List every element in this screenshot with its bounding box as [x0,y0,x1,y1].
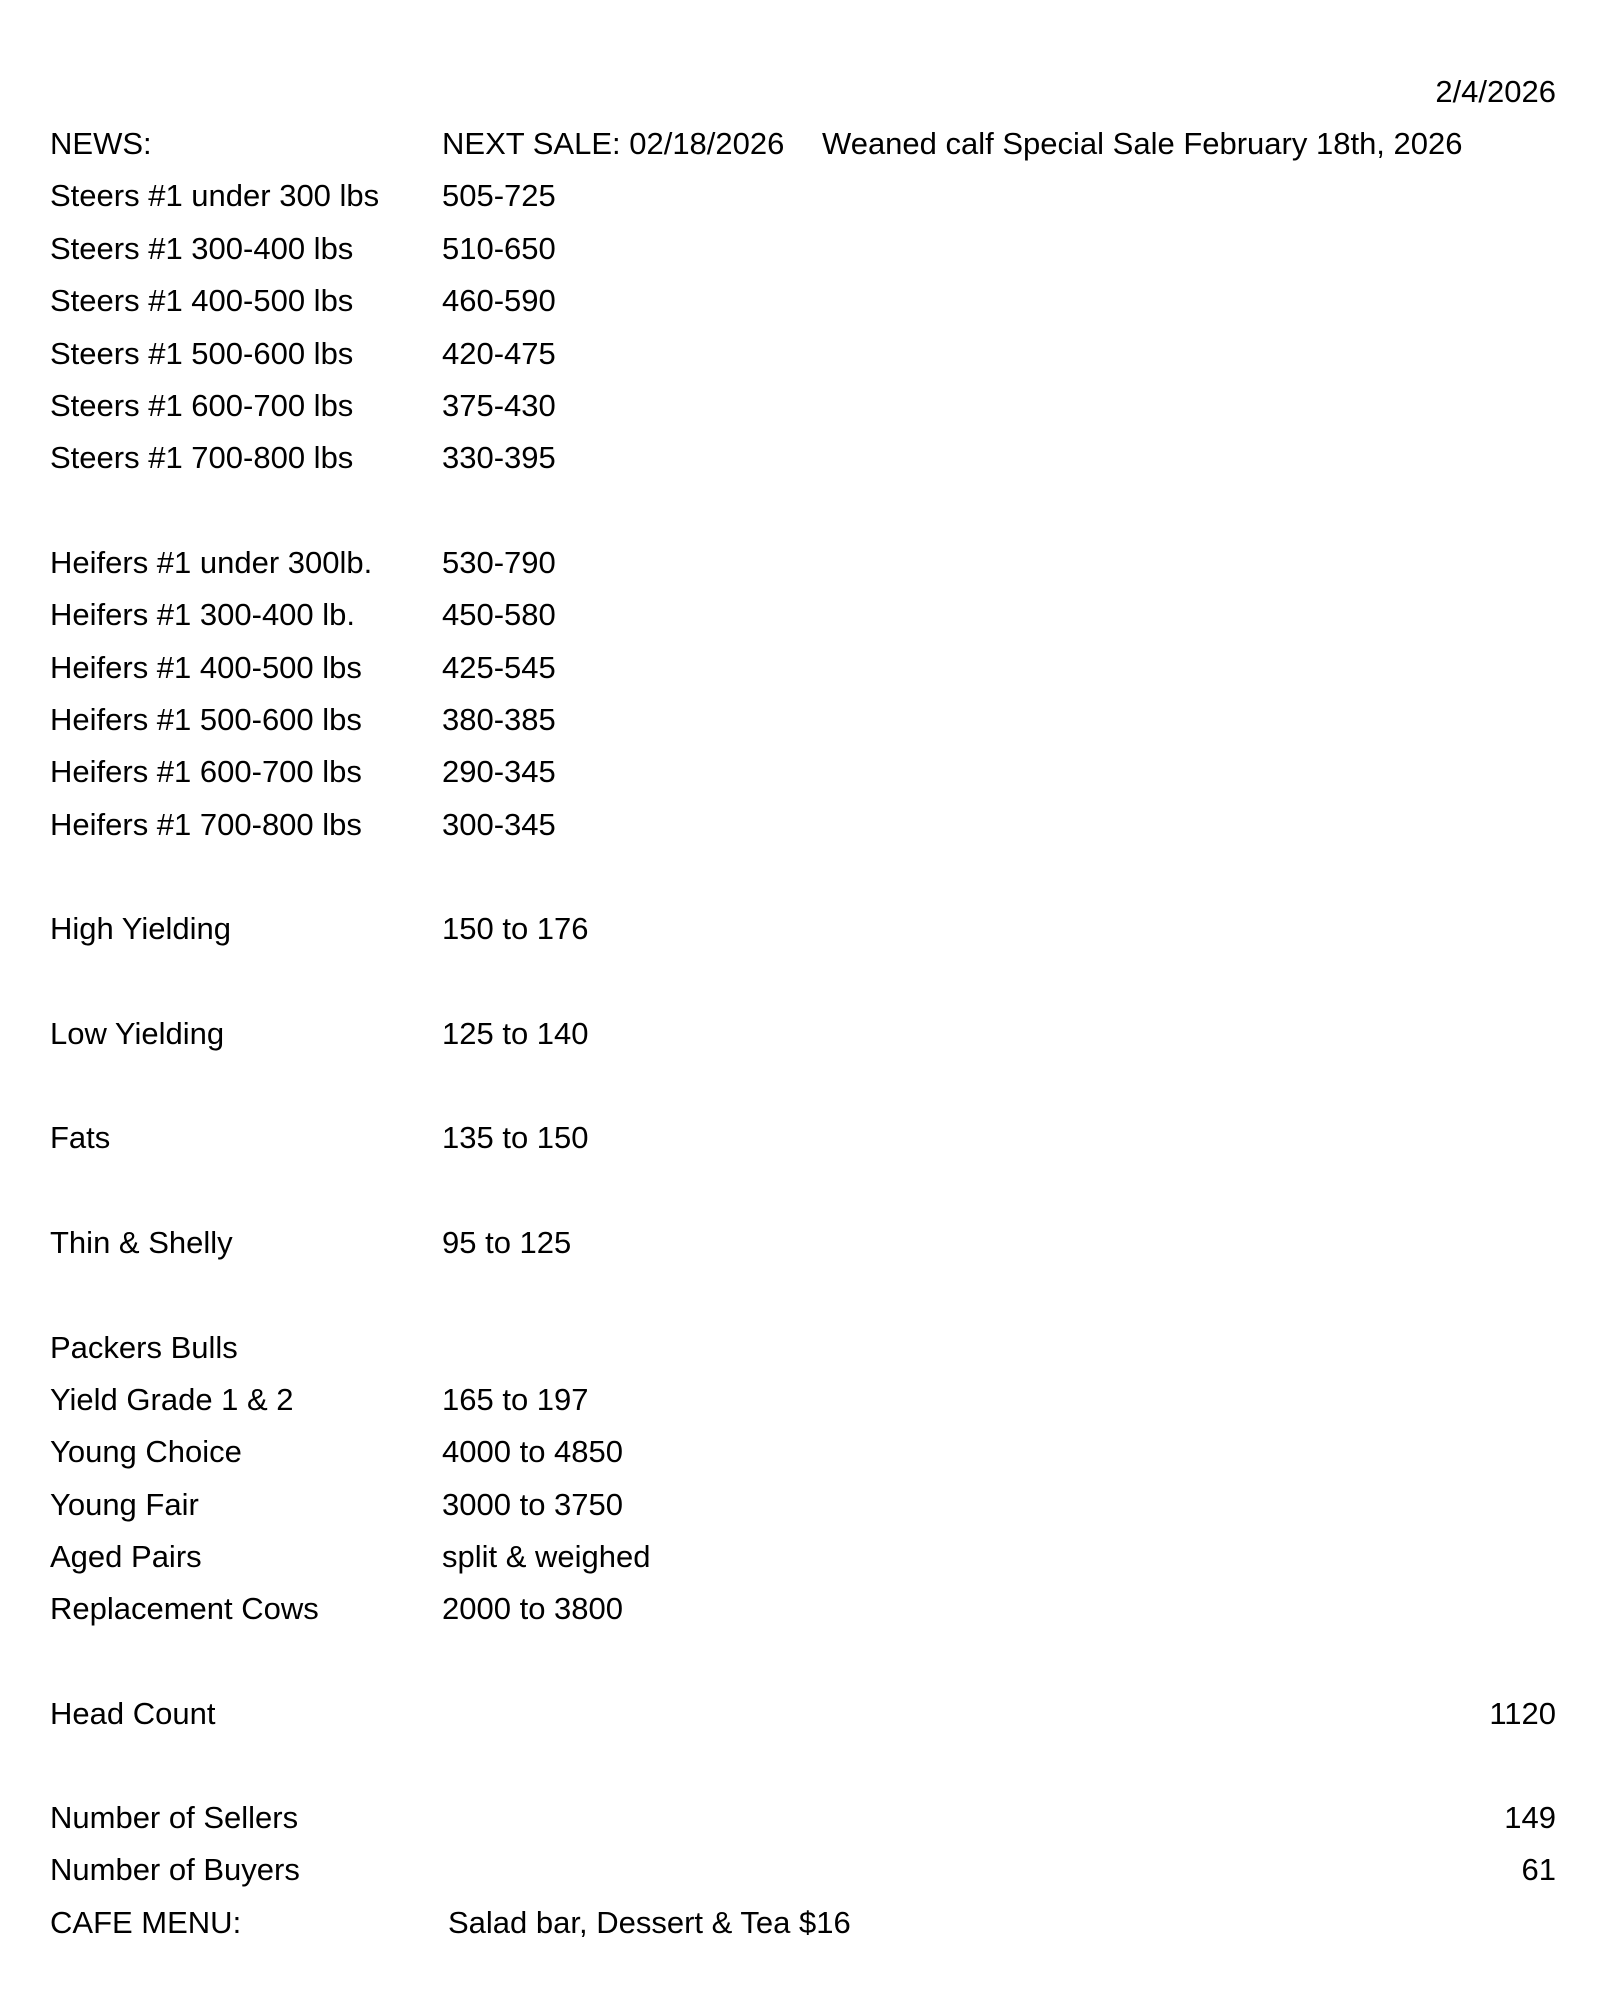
bulls-row-value: 165 to 197 [442,1382,589,1417]
heifers-row-label: Heifers #1 600-700 lbs [50,754,362,789]
report-date: 2/4/2026 [1435,74,1556,109]
steers-row-label: Steers #1 400-500 lbs [50,283,354,318]
steers-row-label: Steers #1 300-400 lbs [50,231,354,266]
heifers-row-label: Heifers #1 300-400 lb. [50,597,356,632]
cows-row-label: High Yielding [50,911,231,946]
heifers-row-label: Heifers #1 500-600 lbs [50,702,362,737]
bulls-row-label: Replacement Cows [50,1591,319,1626]
bulls-row-label: Aged Pairs [50,1539,202,1574]
sellers-value: 149 [1504,1800,1556,1835]
head-count-value: 1120 [1489,1696,1556,1731]
heifers-row-value: 290-345 [442,754,556,789]
cafe-menu-label: CAFE MENU: [50,1905,242,1940]
steers-row-value: 375-430 [442,388,556,423]
next-sale-text: NEXT SALE: 02/18/2026 [442,126,785,161]
steers-row-label: Steers #1 500-600 lbs [50,336,354,371]
heifers-row-value: 425-545 [442,650,556,685]
steers-row-value: 505-725 [442,178,556,213]
cows-row-label: Low Yielding [50,1016,225,1051]
steers-row-value: 420-475 [442,336,556,371]
heifers-row-value: 450-580 [442,597,556,632]
bulls-row-value: 4000 to 4850 [442,1434,624,1469]
bulls-row-value: split & weighed [442,1539,651,1574]
cows-row-value: 125 to 140 [442,1016,589,1051]
head-count-label: Head Count [50,1696,216,1731]
cows-row-value: 95 to 125 [442,1225,572,1260]
steers-row-label: Steers #1 600-700 lbs [50,388,354,423]
buyers-label: Number of Buyers [50,1852,300,1887]
steers-row-value: 460-590 [442,283,556,318]
steers-row-label: Steers #1 700-800 lbs [50,440,354,475]
bulls-row-label: Young Fair [50,1487,199,1522]
steers-row-label: Steers #1 under 300 lbs [50,178,380,213]
bulls-row-label: Young Choice [50,1434,242,1469]
cows-row-label: Thin & Shelly [50,1225,233,1260]
buyers-value: 61 [1521,1852,1556,1887]
heifers-row-value: 380-385 [442,702,556,737]
heifers-row-value: 300-345 [442,807,556,842]
heifers-row-value: 530-790 [442,545,556,580]
special-sale-text: Weaned calf Special Sale February 18th, 2026 [822,126,1463,161]
news-label: NEWS: [50,126,152,161]
cows-row-value: 150 to 176 [442,911,589,946]
bulls-row-value: 2000 to 3800 [442,1591,624,1626]
heifers-row-label: Heifers #1 400-500 lbs [50,650,362,685]
bulls-row-value: 3000 to 3750 [442,1487,624,1522]
heifers-row-label: Heifers #1 under 300lb. [50,545,373,580]
sellers-label: Number of Sellers [50,1800,299,1835]
packers-bulls-heading: Packers Bulls [50,1330,238,1365]
steers-row-value: 330-395 [442,440,556,475]
cows-row-label: Fats [50,1120,111,1155]
heifers-row-label: Heifers #1 700-800 lbs [50,807,362,842]
steers-row-value: 510-650 [442,231,556,266]
bulls-row-label: Yield Grade 1 & 2 [50,1382,294,1417]
cafe-menu-value: Salad bar, Dessert & Tea $16 [448,1905,851,1940]
cows-row-value: 135 to 150 [442,1120,589,1155]
